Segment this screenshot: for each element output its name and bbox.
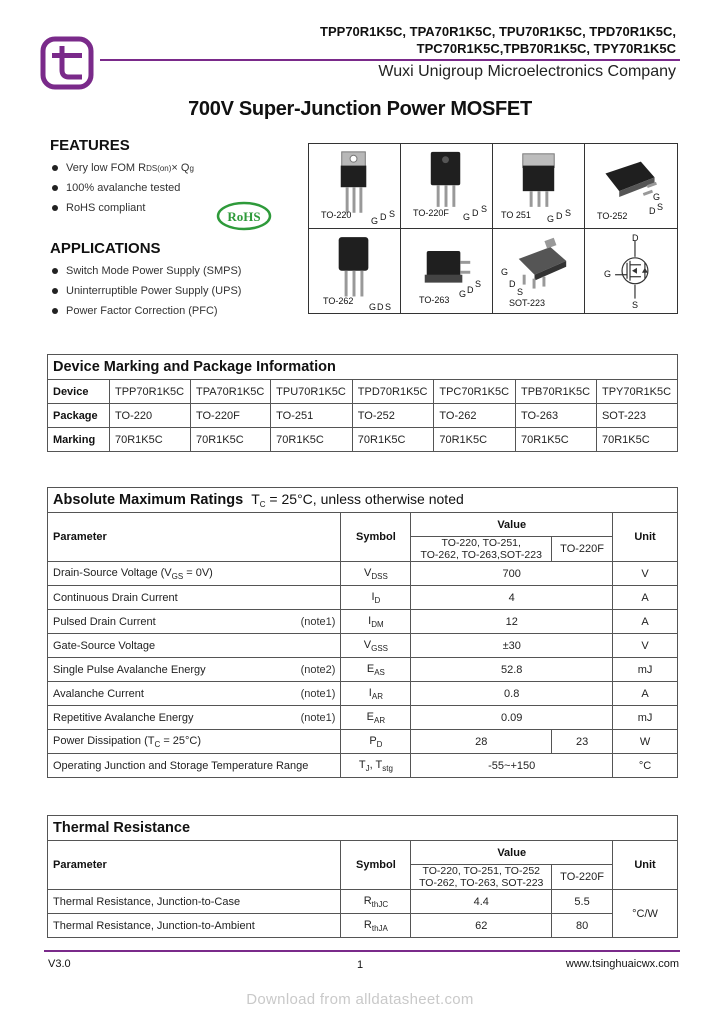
package-label: TO-252 [597,211,628,221]
table-row: Device TPP70R1K5C TPA70R1K5C TPU70R1K5C TPD70R1K5C TPC70R1K5C TPB70R1K5C TPY70R1K5C [48,380,678,404]
table-row: (note1) Repetitive Avalanche Energy $E_{AR}$ 0.09 mJ [48,706,678,730]
package-to252: TO-252 G S D [585,144,677,229]
table-row: Marking 70R1K5C 70R1K5C 70R1K5C 70R1K5C 70R1K5C 70R1K5C 70R1K5C [48,428,678,452]
package-to220: TO-220 G D S [309,144,401,229]
package-to262: TO-262 G D S [309,229,401,314]
company-name: Wuxi Unigroup Microelectronics Company [378,63,676,80]
version-label: V3.0 [48,958,71,970]
website-url: www.tsinghuaicwx.com [565,958,679,970]
package-label: SOT-223 [509,297,546,308]
package-to263: TO-263 G D S [401,229,493,314]
company-logo [40,36,94,90]
bullet-icon [52,288,58,294]
list-item: Uninterruptible Power Supply (UPS) [52,281,241,301]
table-row: Power Dissipation $(T_C = 25^\circ C)$ $P_D$ 28 23 W [48,730,678,754]
table-row: Package TO-220 TO-220F TO-251 TO-252 TO-262 TO-263 SOT-223 [48,404,678,428]
table-title: Thermal Resistance [48,816,678,841]
table-row: (note1) Avalanche Current $I_{AR}$ 0.8 A [48,682,678,706]
thermal-resistance-table [47,815,678,938]
package-label: TO-262 [323,295,354,306]
mosfet-symbol: D G S [585,229,677,314]
applications-heading: APPLICATIONS [50,240,161,257]
package-label: TO-220 [321,210,352,220]
bullet-icon [52,205,58,211]
package-label: TO-220F [413,208,449,218]
svg-text:RoHS: RoHS [227,209,261,224]
list-item: 100% avalanche tested [52,178,194,198]
watermark-text: Download from alldatasheet.com [246,991,474,1008]
list-item: Power Factor Correction (PFC) [52,301,241,321]
package-images-grid [308,143,678,314]
table-row: Gate-Source Voltage $V_{GSS}$ ±30 V [48,634,678,658]
page-number: 1 [356,959,364,971]
features-heading: FEATURES [50,137,130,154]
page-title: 700V Super-Junction Power MOSFET [188,98,532,120]
package-label: TO 251 [501,210,531,220]
bullet-icon [52,268,58,274]
bullet-icon [52,185,58,191]
table-row: Continuous Drain Current $I_D$ 4 A [48,586,678,610]
package-to251: TO 251 G D S [493,144,585,229]
device-marking-table [47,354,678,452]
table-row: Thermal Resistance, Junction-to-Case $R_{thJC}$ 4.4 5.5 °C/W [48,890,678,914]
table-row: Drain-Source Voltage $(V_{GS} = 0V)$ $V_{DSS}$ 700 V [48,562,678,586]
table-header-row: Parameter Symbol Value Unit [48,513,678,537]
package-label: TO-263 [419,294,450,305]
footer-divider [44,950,680,952]
bullet-icon [52,165,58,171]
list-item: RoHS compliant [52,198,194,218]
applications-list [52,261,241,321]
table-title: Device Marking and Package Information [48,355,678,380]
table-header-row: Parameter Symbol Value Unit [48,841,678,865]
table-row: Thermal Resistance, Junction-to-Ambient $R_{thJA}$ 62 80 [48,914,678,938]
mosfet-schematic-icon [585,229,677,314]
absolute-max-ratings-table [47,487,678,778]
table-row: (note2) Single Pulse Avalanche Energy $E_{AS}$ 52.8 mJ [48,658,678,682]
table-row: Operating Junction and Storage Temperature Range $T_J$, $T_{stg}$ -55~+150 °C [48,754,678,778]
table-row: (note1) Pulsed Drain Current $I_{DM}$ 12 A [48,610,678,634]
table-header-row: TO-220, TO-251, TO-252 TO-262, TO-263, SOT-223 TO-220F [48,865,678,890]
package-to220f: TO-220F G D S [401,144,493,229]
package-sot223: SOT-223 G D S [493,229,585,314]
table-title: Absolute Maximum Ratings $T_C = 25^\circ C$, unless otherwise noted [48,488,678,513]
table-header-row: TO-220, TO-251, TO-262, TO-263,SOT-223 TO-220F [48,537,678,562]
bullet-icon [52,308,58,314]
part-numbers-line1: TPP70R1K5C, TPA70R1K5C, TPU70R1K5C, TPD70R1K5C, [320,24,676,39]
part-numbers-line2: TPC70R1K5C,TPB70R1K5C, TPY70R1K5C [416,41,676,56]
list-item: Very low FOM R DS(on) × Q g [52,158,194,178]
list-item: Switch Mode Power Supply (SMPS) [52,261,241,281]
header-divider [100,59,680,61]
features-list [52,158,194,218]
rohs-badge-icon [216,201,272,231]
